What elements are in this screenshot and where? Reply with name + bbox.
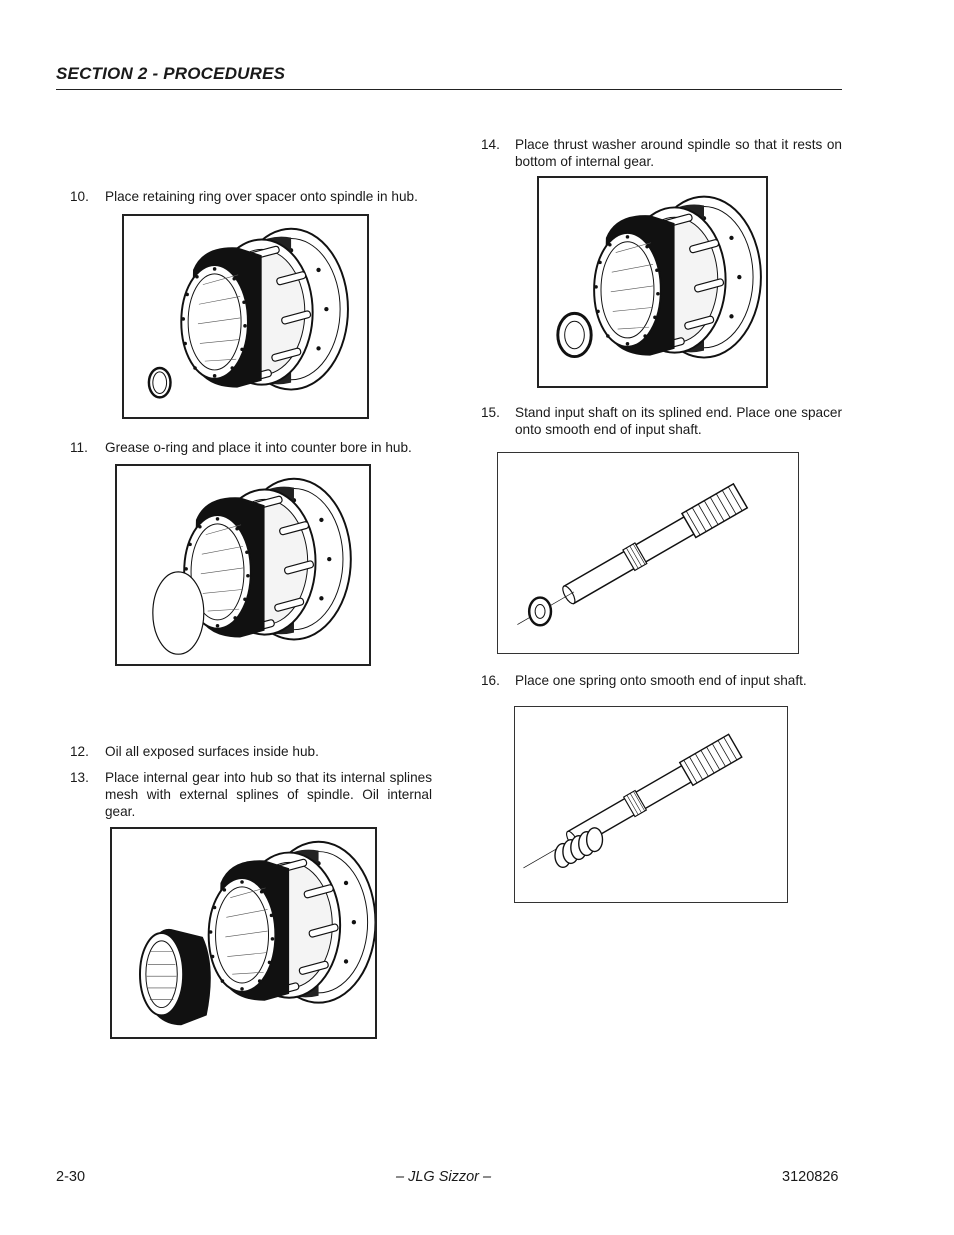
step-number: 14. (481, 137, 500, 152)
step-text: Place one spring onto smooth end of input shaft. (515, 673, 807, 688)
step-12 (70, 743, 432, 761)
step-text: Grease o-ring and place it into counter bore in hub. (105, 440, 412, 455)
step-text: Oil all exposed surfaces inside hub. (105, 744, 319, 759)
figure-o-ring (115, 464, 371, 666)
step-number: 10. (70, 189, 89, 204)
document-number: 3120826 (782, 1169, 839, 1185)
step-text: Place retaining ring over spacer onto spindle in hub. (105, 189, 418, 204)
step-15 (481, 404, 842, 440)
footer-title: – JLG Sizzor – (396, 1169, 492, 1185)
hub-thrust-washer-icon (539, 178, 766, 386)
input-shaft-spacer-icon (498, 453, 798, 653)
step-number: 11. (70, 440, 88, 455)
hub-internal-gear-icon (112, 829, 375, 1037)
step-number: 16. (481, 673, 500, 688)
figure-input-shaft-spring (514, 706, 788, 903)
step-text: Place internal gear into hub so that its internal splines mesh with external splines of spindle. Oil internal gear. (105, 770, 432, 819)
step-text: Stand input shaft on its splined end. Place one spacer onto smooth end of input shaft. (515, 405, 842, 437)
figure-internal-gear (110, 827, 377, 1039)
step-10 (70, 188, 432, 206)
step-13 (70, 769, 432, 821)
figure-thrust-washer (537, 176, 768, 388)
input-shaft-spring-icon (515, 707, 787, 902)
figure-retaining-ring (122, 214, 369, 419)
hub-retaining-ring-icon (124, 216, 367, 417)
step-14 (481, 136, 842, 172)
figure-input-shaft-spacer (497, 452, 799, 654)
hub-o-ring-icon (117, 466, 369, 664)
step-11 (70, 439, 432, 457)
header-divider (56, 89, 842, 90)
step-number: 13. (70, 770, 89, 785)
section-title: SECTION 2 - PROCEDURES (56, 64, 286, 83)
step-16 (481, 672, 842, 690)
step-number: 15. (481, 405, 500, 420)
step-text: Place thrust washer around spindle so that it rests on bottom of internal gear. (515, 137, 842, 169)
page-number: 2-30 (56, 1169, 86, 1185)
step-number: 12. (70, 744, 89, 759)
